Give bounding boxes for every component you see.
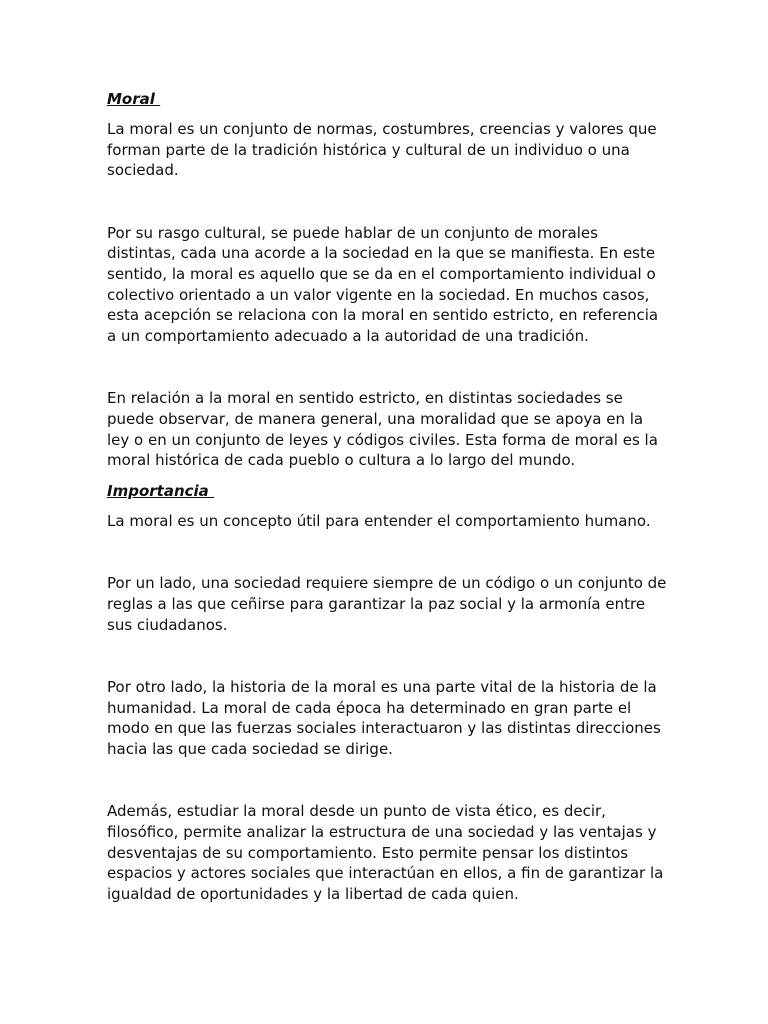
paragraph: Además, estudiar la moral desde un punto de vista ético, es decir, filosófico, permite analizar la estructura de una sociedad y las ventajas y desventajas de su comportamiento. Esto permite pensar los distintos espacios y actores sociales que interactúan en ellos, a fin de garantizar la igualdad de oportunidades y la libertad de cada quien. <box>107 802 664 903</box>
document-page <box>107 88 667 904</box>
paragraph: La moral es un concepto útil para entender el comportamiento humano. <box>107 511 651 530</box>
section-heading-moral: Moral <box>107 90 161 108</box>
paragraph: La moral es un conjunto de normas, costumbres, creencias y valores que forman parte de la tradición histórica y cultural de un individuo o una sociedad. <box>107 120 657 180</box>
section-heading-importancia: Importancia <box>107 481 214 500</box>
paragraph: En relación a la moral en sentido estricto, en distintas sociedades se puede observar, de manera general, una moralidad que se apoya en la ley o en un conjunto de leyes y códigos civiles. Esta forma de moral es la moral histórica de cada pueblo o cultura a lo largo del mundo. <box>107 389 658 470</box>
paragraph: Por un lado, una sociedad requiere siempre de un código o un conjunto de reglas a las que ceñirse para garantizar la paz social y la armonía entre sus ciudadanos. <box>107 574 667 634</box>
paragraph: Por su rasgo cultural, se puede hablar de un conjunto de morales distintas, cada una acorde a la sociedad en la que se manifiesta. En este sentido, la moral es aquello que se da en el comportamiento individual o colectivo orientado a un valor vigente en la sociedad. En muchos casos, esta acepción se relaciona con la moral en sentido estricto, en referencia a un comportamiento adecuado a la autoridad de una tradición. <box>107 223 659 345</box>
paragraph: Por otro lado, la historia de la moral es una parte vital de la historia de la humanidad. La moral de cada época ha determinado en gran parte el modo en que las fuerzas sociales interactuaron y las distintas direcciones hacia las que cada sociedad se dirige. <box>107 678 661 758</box>
